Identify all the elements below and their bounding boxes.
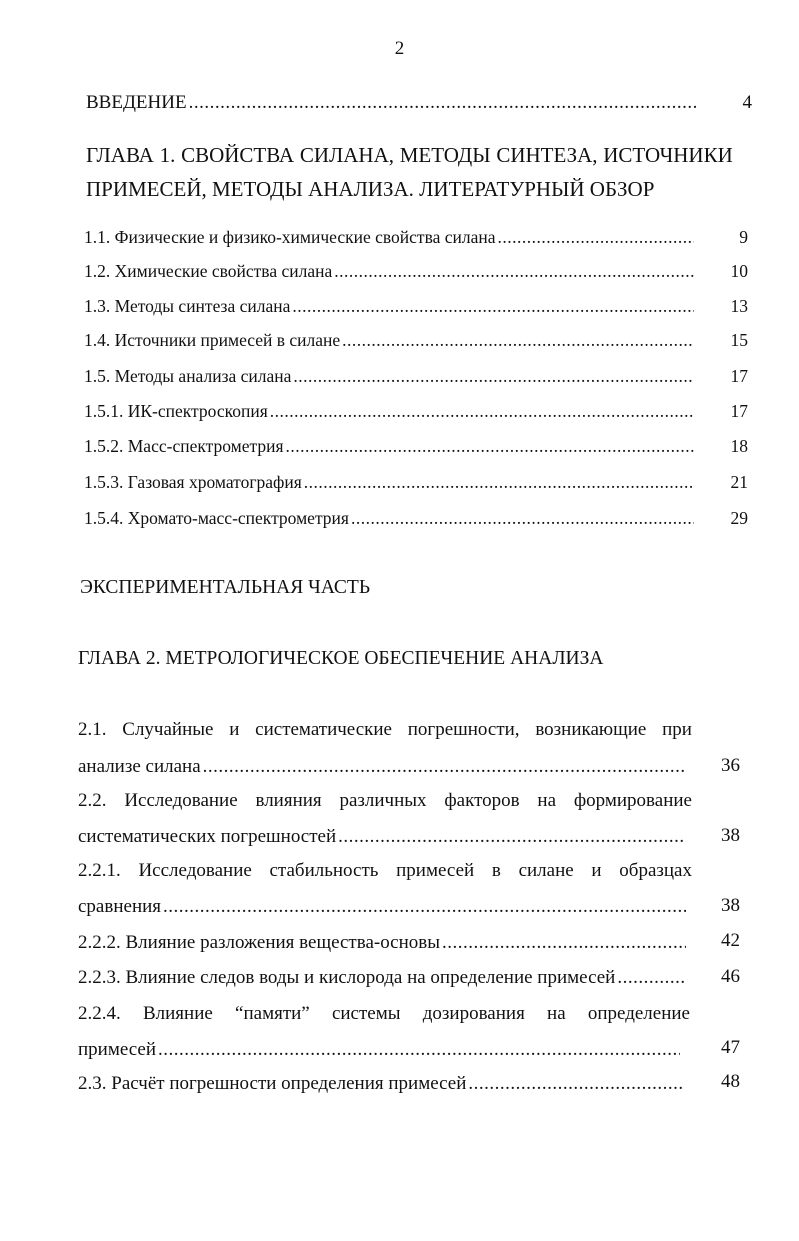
toc-label: 1.2. Химические свойства силана [84,261,333,281]
toc-word: систематические [255,719,392,740]
leader-dots [158,1039,680,1061]
toc-word: силане [518,860,574,881]
toc-entry-2-2-cont [78,826,688,848]
toc-entry-2-2-2 [78,932,688,954]
leader-dots [338,826,686,848]
toc-word: различных [339,790,427,811]
toc-page: 9 [739,227,748,247]
toc-word: при [662,719,692,740]
toc-word: 2.2.4. [78,1003,121,1024]
toc-label: 2.3. Расчёт погрешности определения примесей [78,1073,467,1094]
toc-entry-2-1 [78,719,692,741]
toc-word: и [229,719,240,740]
toc-word: и [591,860,602,881]
toc-entry [84,227,696,248]
leader-dots [304,472,694,493]
toc-entry [84,366,696,387]
toc-page: 46 [721,966,740,987]
toc-entry [84,401,696,422]
leader-dots [351,508,694,529]
toc-entry-2-2-3 [78,967,688,989]
toc-word: возникающие [535,719,647,740]
toc-page: 15 [730,330,748,350]
chapter1-title-text: ГЛАВА 1. СВОЙСТВА СИЛАНА, МЕТОДЫ СИНТЕЗА, ИСТОЧНИКИ [86,143,733,167]
toc-page: 47 [721,1037,740,1058]
toc-label: примесей [78,1039,157,1060]
toc-entry-2-2-4 [78,1003,690,1025]
toc-page: 13 [730,296,748,316]
toc-word: стабильность [269,860,379,881]
toc-page: 17 [730,401,748,421]
toc-label: 1.5.4. Хромато-масс-спектрометрия [84,508,349,528]
toc-page: 10 [730,261,748,281]
toc-entry [84,261,696,282]
toc-word: дозирования [422,1003,525,1024]
leader-dots [617,967,686,989]
toc-word: 2.2.1. [78,860,121,881]
toc-word: образцах [619,860,692,881]
leader-dots [286,436,694,457]
leader-dots [293,366,694,387]
toc-word: влияния [255,790,322,811]
toc-page: 38 [721,895,740,916]
toc-entry [84,472,696,493]
toc-label: анализе силана [78,756,201,777]
chapter2-title: ГЛАВА 2. МЕТРОЛОГИЧЕСКОЕ ОБЕСПЕЧЕНИЕ АНАЛИЗА [78,648,604,669]
toc-entry-2-2-1 [78,860,692,882]
toc-word: на [537,790,557,811]
leader-dots [292,296,694,317]
toc-label: ВВЕДЕНИЕ [86,92,187,113]
toc-word: определение [587,1003,690,1024]
toc-page: 48 [721,1071,740,1092]
toc-word: системы [331,1003,401,1024]
toc-word: 2.2. [78,790,107,811]
toc-word: примесей [396,860,475,881]
toc-label: 1.5.3. Газовая хроматография [84,472,302,492]
toc-entry-2-2 [78,790,692,812]
chapter1-title-line2: ПРИМЕСЕЙ, МЕТОДЫ АНАЛИЗА. ЛИТЕРАТУРНЫЙ ОБЗОР [86,177,655,201]
toc-word: Случайные [122,719,214,740]
toc-label: 2.2.2. Влияние разложения вещества-основы [78,932,441,953]
toc-word: 2.1. [78,719,107,740]
toc-page: 4 [742,92,752,113]
toc-label: 1.5.1. ИК-спектроскопия [84,401,268,421]
toc-label: 1.5. Методы анализа силана [84,366,292,386]
leader-dots [442,932,686,954]
toc-page: 38 [721,825,740,846]
toc-page: 18 [730,436,748,456]
leader-dots [163,896,686,918]
toc-entry [84,296,696,317]
toc-entry [84,330,696,351]
leader-dots [334,261,694,282]
toc-page: 17 [730,366,748,386]
toc-entry [84,508,696,529]
toc-page: 21 [730,472,748,492]
toc-word: Влияние [142,1003,213,1024]
toc-page: 36 [721,755,740,776]
experimental-heading: ЭКСПЕРИМЕНТАЛЬНАЯ ЧАСТЬ [80,577,371,598]
toc-entry-2-2-4-cont [78,1039,682,1061]
toc-label: 1.4. Источники примесей в силане [84,330,341,350]
chapter1-title-line1 [86,143,733,168]
toc-label: 1.3. Методы синтеза силана [84,296,291,316]
toc-word: факторов [444,790,520,811]
toc-word: “памяти” [235,1003,310,1024]
toc-word: формирование [573,790,692,811]
toc-label: 1.5.2. Масс-спектрометрия [84,436,284,456]
toc-word: Исследование [138,860,252,881]
toc-label: 1.1. Физические и физико-химические свойства силана [84,227,496,247]
toc-word: Исследование [124,790,238,811]
leader-dots [270,401,694,422]
leader-dots [189,92,696,114]
leader-dots [203,756,684,778]
toc-entry-2-2-1-cont [78,896,688,918]
toc-label: сравнения [78,896,162,917]
toc-word: в [491,860,501,881]
leader-dots [498,227,694,248]
toc-word: погрешности, [407,719,520,740]
toc-entry [84,436,696,457]
toc-entry-intro [86,92,698,114]
toc-page: 29 [730,508,748,528]
page-number: 2 [394,38,405,59]
leader-dots [468,1073,684,1095]
toc-label: 2.2.3. Влияние следов воды и кислорода на определение примесей [78,967,616,988]
toc-page: 42 [721,930,740,951]
toc-word: на [547,1003,566,1024]
toc-entry-2-3 [78,1073,686,1095]
toc-label: систематических погрешностей [78,826,337,847]
leader-dots [342,330,694,351]
toc-entry-2-1-cont [78,756,686,778]
